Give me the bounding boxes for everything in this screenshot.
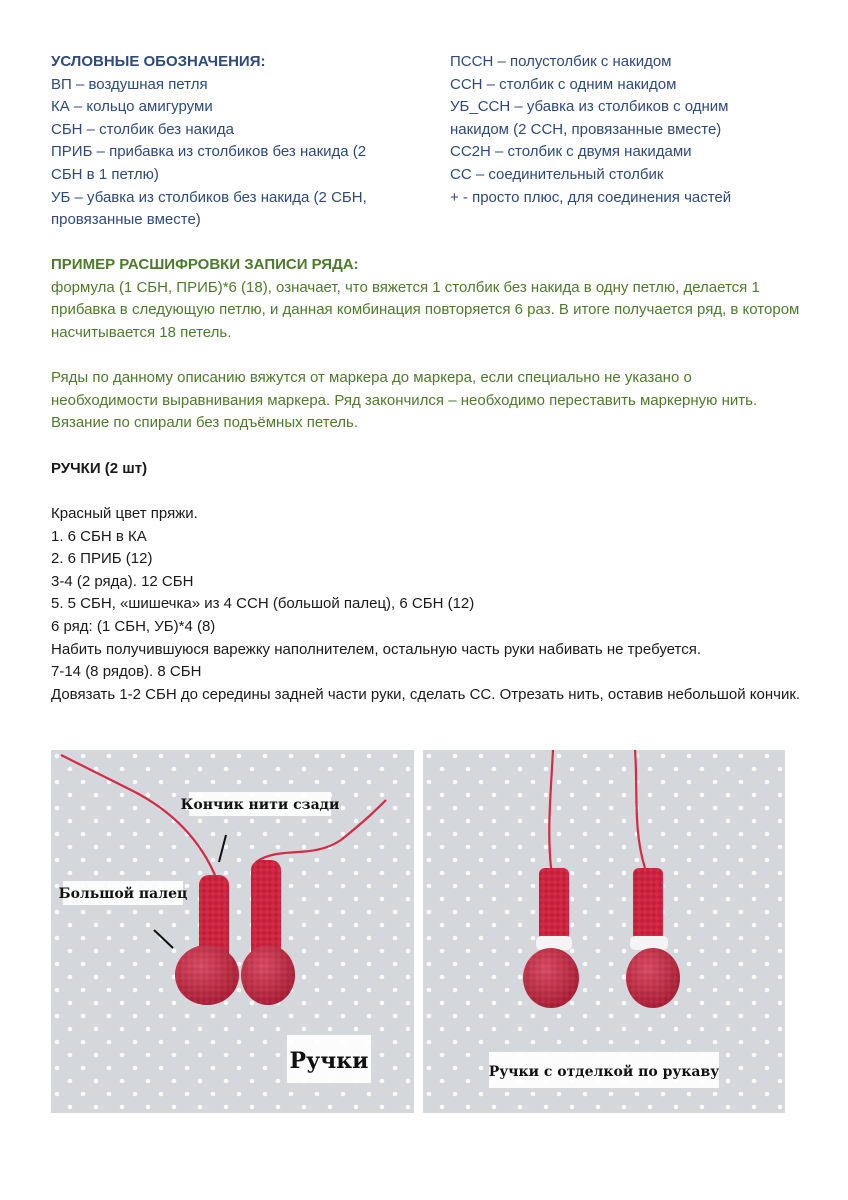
legend-item: УБ_ССН – убавка из столбиков с одним накидом (2 ССН, провязанные вместе) xyxy=(450,98,729,138)
photo-hands xyxy=(51,750,414,1113)
hands-step: 7-14 (8 рядов). 8 СБН xyxy=(51,663,202,681)
hands-step: 6 ряд: (1 СБН, УБ)*4 (8) xyxy=(51,617,216,635)
hands-instructions xyxy=(51,503,801,706)
caption-hands: Ручки xyxy=(289,1048,369,1074)
legend-item: ВП – воздушная петля xyxy=(51,75,208,93)
legend-item: СБН – столбик без накида xyxy=(51,120,234,138)
legend-left-column xyxy=(51,51,396,232)
legend-item: + - просто плюс, для соединения частей xyxy=(450,188,732,206)
legend-heading: УСЛОВНЫЕ ОБОЗНАЧЕНИЯ: xyxy=(51,53,266,70)
legend-item: ПРИБ – прибавка из столбиков без накида (2 СБН в 1 петлю) xyxy=(51,143,367,183)
hands-step: Довязать 1-2 СБН до середины задней части руки, сделать СС. Отрезать нить, оставив небольшой кончик. xyxy=(51,685,801,703)
hands-intro: Красный цвет пряжи. xyxy=(51,505,198,522)
legend-item: ССН – столбик с одним накидом xyxy=(450,75,677,93)
hands-step: Набить получившуюся варежку наполнителем, остальную часть руки набивать не требуется. xyxy=(51,640,701,658)
marker-note xyxy=(51,367,801,435)
hands-step: 1. 6 СБН в КА xyxy=(51,527,147,545)
photo-hands-trim xyxy=(423,750,785,1113)
example-section xyxy=(51,254,801,344)
hands-heading: РУЧКИ (2 шт) xyxy=(51,460,148,477)
caption-hands-trim: Ручки с отделкой по рукаву xyxy=(488,1064,720,1080)
label-thumb: Большой палец xyxy=(58,886,188,902)
legend-item: УБ – убавка из столбиков без накида (2 СБН, провязанные вместе) xyxy=(51,188,367,229)
legend-item: СС2Н – столбик с двумя накидами xyxy=(450,143,692,161)
legend-right-column xyxy=(450,51,780,209)
hands-section xyxy=(51,458,801,481)
legend-item: ПССН – полустолбик с накидом xyxy=(450,53,672,70)
example-text: формула (1 СБН, ПРИБ)*6 (18), означает, что вяжется 1 столбик без накида в одну петлю, делается 1 прибавка в следующую петлю, и данная комбинация повторяется 6 раз. В итоге получается ряд, в котором насчитывается 18 петель. xyxy=(51,278,800,341)
hands-step: 3-4 (2 ряда). 12 СБН xyxy=(51,572,194,590)
legend-item: СС – соединительный столбик xyxy=(450,165,664,183)
hands-step: 5. 5 СБН, «шишечка» из 4 ССН (большой палец), 6 СБН (12) xyxy=(51,595,475,613)
hands-step: 2. 6 ПРИБ (12) xyxy=(51,550,153,568)
marker-note-text: Ряды по данному описанию вяжутся от маркера до маркера, если специально не указано о необходимости выравнивания маркера. Ряд закончился – необходимо переставить маркерную нить. Вязание по спирали без подъёмных петель. xyxy=(51,369,758,432)
legend-item: КА – кольцо амигуруми xyxy=(51,98,213,116)
example-heading: ПРИМЕР РАСШИФРОВКИ ЗАПИСИ РЯДА: xyxy=(51,256,359,273)
label-thread-end: Кончик нити сзади xyxy=(180,797,340,813)
